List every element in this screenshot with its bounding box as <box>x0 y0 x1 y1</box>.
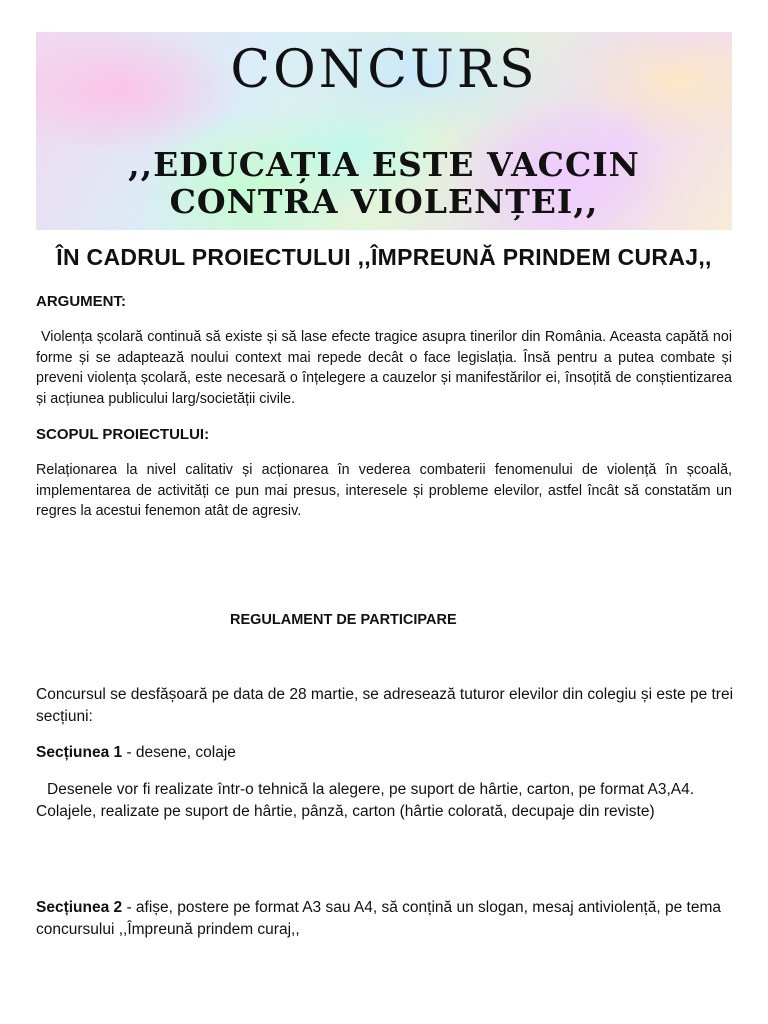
section1-text: - desene, colaje <box>122 744 236 761</box>
regulation-intro: Concursul se desfășoară pe data de 28 martie, se adresează tuturor elevilor din colegiu și este pe trei secțiuni: <box>36 686 734 725</box>
regulation-title: REGULAMENT DE PARTICIPARE <box>230 612 457 628</box>
scope-paragraph: Relaționarea la nivel calitativ și acționarea în vederea combaterii fenomenului de violență în școală, implementarea de activități ce pun mai presus, interesele și probleme elevilor, astfel încât să constatăm un regres la acestui fenemon atât de agresiv. <box>36 462 732 520</box>
banner-title: CONCURS <box>230 40 538 100</box>
banner-subtitle-line2: CONTRA VIOLENȚEI,, <box>169 182 599 221</box>
project-title: ÎN CADRUL PROIECTULUI ,,ÎMPREUNĂ PRINDEM CURAJ,, <box>56 244 712 270</box>
section2-label: Secțiunea 2 <box>36 899 123 916</box>
header-banner <box>36 32 732 230</box>
argument-paragraph: Violența școlară continuă să existe și să lase efecte tragice asupra tinerilor din România. Aceasta capătă noi forme și se adaptează noului context mai repede decât o face legislația. Însă pentru a putea combate și preveni violența școlară, este necesară o înțelegere a cauzelor și manifestărilor ei, însoțită de conștientizarea și acțiunea publicului larg/societății civile. <box>36 329 732 407</box>
section1-label: Secțiunea 1 <box>36 744 123 761</box>
banner-subtitle <box>96 146 672 220</box>
argument-heading: ARGUMENT: <box>36 293 126 310</box>
section2-text: - afișe, postere pe format A3 sau A4, să conțină un slogan, mesaj antiviolență, pe tema concursului ,,Împreună prindem curaj,, <box>36 899 721 938</box>
scope-heading: SCOPUL PROIECTULUI: <box>36 426 210 443</box>
section1-line <box>36 742 736 764</box>
section1-detail: Desenele vor fi realizate într-o tehnică la alegere, pe suport de hârtie, carton, pe format A3,A4. Colajele, realizate pe suport de hârtie, pânză, carton (hârtie colorată, decupaje din reviste) <box>36 781 695 820</box>
banner-subtitle-line1: ,,EDUCAȚIA ESTE VACCIN <box>128 145 640 184</box>
section2-line <box>36 897 736 941</box>
